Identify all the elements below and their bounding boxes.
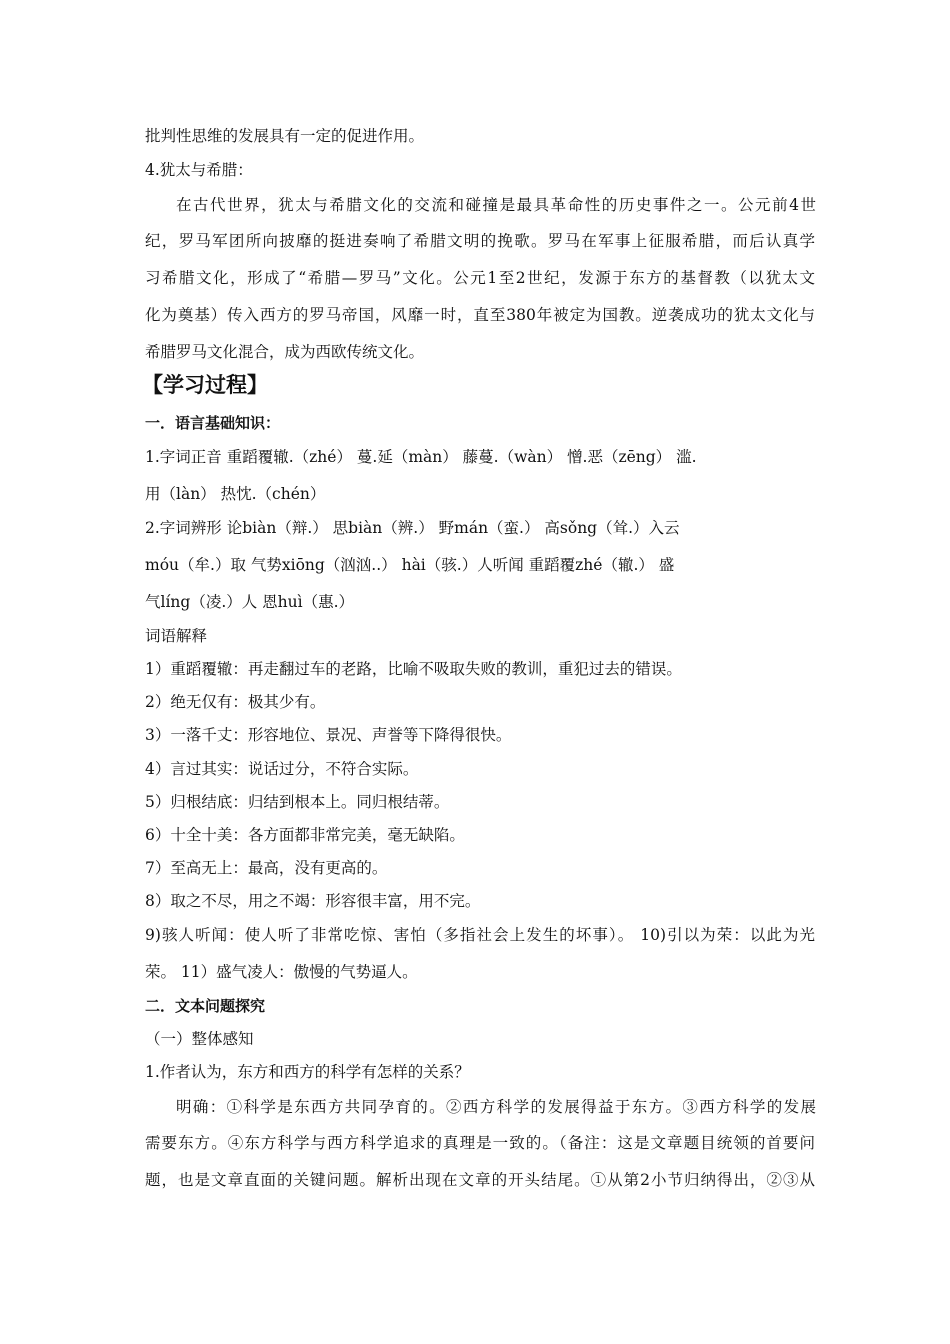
text-line: 2.字词辨形 论biàn（辩.） 思biàn（辨.） 野mán（蛮.） 高sǒng（耸.）入云 xyxy=(145,519,680,537)
text-line: 4.犹太与希腊： xyxy=(145,161,253,179)
text-line: 化为奠基）传入西方的罗马帝国，风靡一时，直至380年被定为国教。逆袭成功的犹太文化与 xyxy=(145,306,815,324)
text-line: móu（牟.）取 气势xiōng（汹汹..） hài（骇.）人听闻 重蹈覆zhé（辙.） 盛 xyxy=(145,556,675,574)
text-line: 2）绝无仅有：极其少有。 xyxy=(145,693,326,711)
text-line: 批判性思维的发展具有一定的促进作用。 xyxy=(145,127,425,145)
text-line: 9)骇人听闻：使人听了非常吃惊、害怕（多指社会上发生的坏事）。 10)引以为荣：以此为光 xyxy=(145,926,815,944)
heading-text-inquiry: 二．文本问题探究 xyxy=(145,997,266,1015)
section-title: 【学习过程】 xyxy=(142,373,268,397)
text-line: 8）取之不尽，用之不竭：形容很丰富，用不完。 xyxy=(145,892,481,910)
text-line: 4）言过其实：说话过分，不符合实际。 xyxy=(145,760,419,778)
text-line: 1.字词正音 重蹈覆辙.（zhé） 蔓.延（màn） 藤蔓.（wàn） 憎.恶（zēng） 滥. xyxy=(145,448,697,466)
answer-line: 明确：①科学是东西方共同孕育的。②西方科学的发展得益于东方。③西方科学的发展 xyxy=(176,1098,816,1116)
text-line: 纪，罗马军团所向披靡的挺进奏响了希腊文明的挽歌。罗马在军事上征服希腊，而后认真学 xyxy=(145,232,815,250)
text-line: 5）归根结底：归结到根本上。同归根结蒂。 xyxy=(145,793,450,811)
text-line: 3）一落千丈：形容地位、景况、声誉等下降得很快。 xyxy=(145,726,512,744)
answer-line: 需要东方。④东方科学与西方科学追求的真理是一致的。（备注：这是文章题目统领的首要问 xyxy=(145,1134,815,1152)
heading-language-basics: 一．语言基础知识： xyxy=(145,414,281,432)
text-line: 1）重蹈覆辙：再走翻过车的老路，比喻不吸取失败的教训，重犯过去的错误。 xyxy=(145,660,682,678)
answer-line: 题，也是文章直面的关键问题。解析出现在文章的开头结尾。①从第2小节归纳得出，②③从 xyxy=(145,1171,815,1189)
subheading-overall: （一）整体感知 xyxy=(145,1030,254,1048)
text-line: 气líng（凌.）人 恩huì（惠.） xyxy=(145,593,355,611)
text-line: 在古代世界，犹太与希腊文化的交流和碰撞是最具革命性的历史事件之一。公元前4世 xyxy=(176,196,816,214)
text-line: 用（làn） 热忱.（chén） xyxy=(145,485,326,503)
text-line: 7）至高无上：最高，没有更高的。 xyxy=(145,859,388,877)
text-line: 6）十全十美：各方面都非常完美，毫无缺陷。 xyxy=(145,826,465,844)
text-line: 希腊罗马文化混合，成为西欧传统文化。 xyxy=(145,343,425,361)
text-line: 荣。 11）盛气凌人：傲慢的气势逼人。 xyxy=(145,963,418,981)
text-line: 习希腊文化，形成了“希腊—罗马”文化。公元1至2世纪，发源于东方的基督教（以犹太文 xyxy=(145,269,815,287)
question-1: 1.作者认为，东方和西方的科学有怎样的关系？ xyxy=(145,1063,470,1081)
text-line: 词语解释 xyxy=(145,627,208,645)
